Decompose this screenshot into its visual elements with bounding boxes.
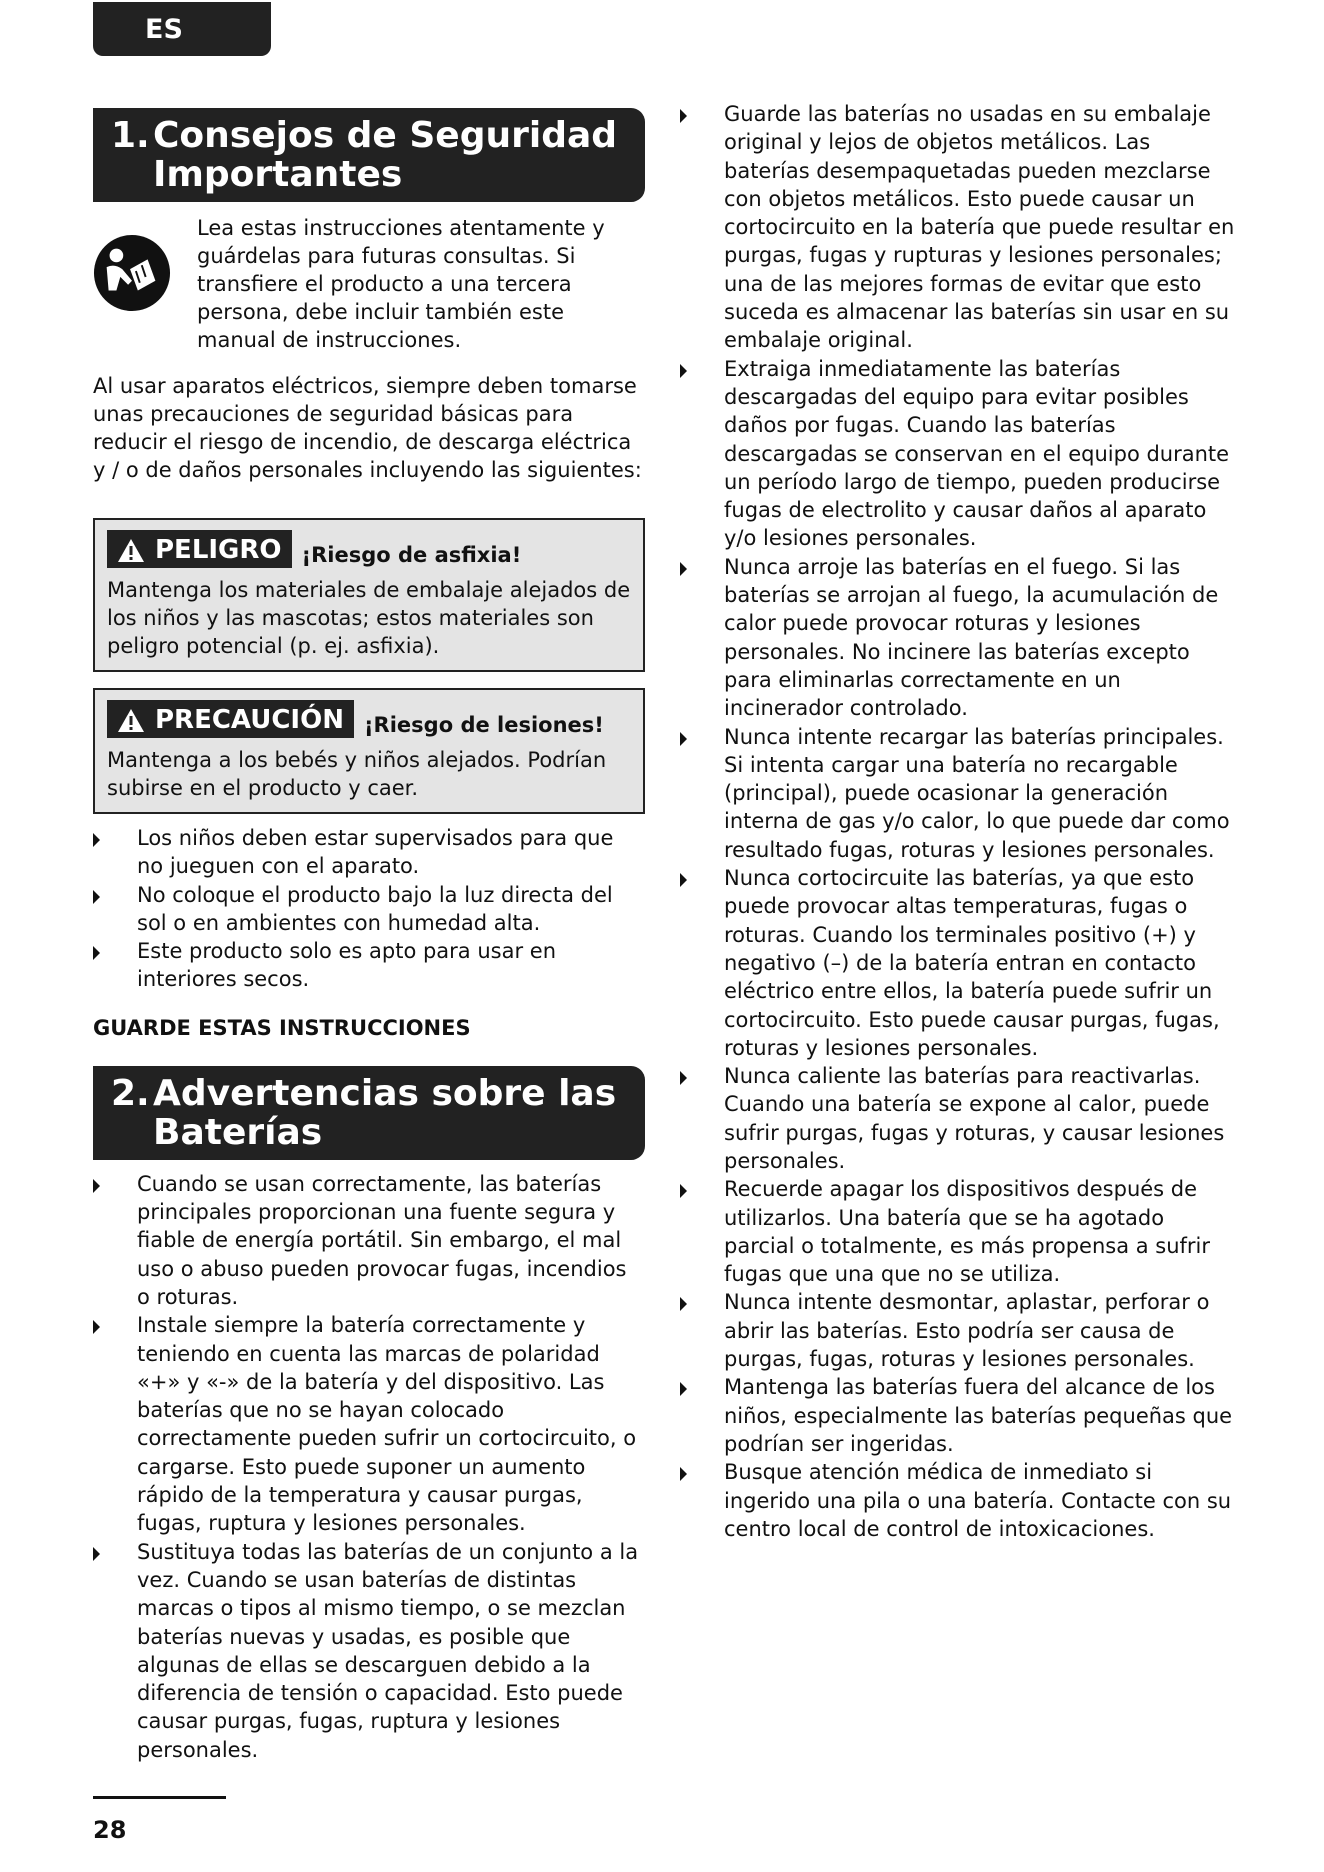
list-item: Nunca intente desmontar, aplastar, perforar o abrir las baterías. Esto podría ser causa de purgas, fugas, roturas y lesiones personales. [680,1288,1235,1373]
list-item: Instale siempre la batería correctamente y teniendo en cuenta las marcas de polaridad «+» y «-» de la batería y del dispositivo. Las baterías que no se hayan colocado correctamente pueden sufrir un cortocircuito, o cargarse. Esto puede suponer un aumento rápido de la temperatura y causar purgas, fugas, ruptura y lesiones personales. [93,1311,645,1537]
list-item: Extraiga inmediatamente las baterías descargadas del equipo para evitar posibles daños por fugas. Cuando las baterías descargadas se conservan en el equipo durante un período largo de tiempo, pueden producirse fugas de electrolito y causar daños al aparato y/o lesiones personales. [680,355,1235,553]
list-item: No coloque el producto bajo la luz directa del sol o en ambientes con humedad alta. [93,881,645,938]
left-column [93,108,645,1764]
save-instructions-note: GUARDE ESTAS INSTRUCCIONES [93,1015,471,1040]
warning-triangle-icon [117,708,145,733]
battery-bullet-list-left [93,1170,645,1764]
page-number: 28 [93,1816,127,1844]
danger-title: ¡Riesgo de asfixia! [301,543,522,567]
list-item: Nunca arroje las baterías en el fuego. Si las baterías se arrojan al fuego, la acumulación de calor puede provocar roturas y lesiones personales. No incinere las baterías excepto para eliminarlas correctamente en un incinerador controlado. [680,553,1235,723]
list-item: Sustituya todas las baterías de un conjunto a la vez. Cuando se usan baterías de distintas marcas o tipos al mismo tiempo, o se mezclan baterías nuevas y usadas, es posible que algunas de ellas se descarguen debido a la diferencia de tensión o capacidad. Esto puede causar purgas, fugas, ruptura y lesiones personales. [93,1538,645,1764]
section-1-title: Consejos de Seguridad Importantes [153,115,618,195]
danger-label [107,530,292,568]
footer-divider [93,1796,226,1799]
section-1-header [93,108,645,202]
warning-triangle-icon [117,538,145,563]
read-manual-notice [93,214,645,354]
list-item: Mantenga las baterías fuera del alcance de los niños, especialmente las baterías pequeñas que podrían ser ingeridas. [680,1373,1235,1458]
list-item: Recuerde apagar los dispositivos después de utilizarlos. Una batería que se ha agotado parcial o totalmente, es más propensa a sufrir fugas que una que no se utiliza. [680,1175,1235,1288]
intro-text: Lea estas instrucciones atentamente y guárdelas para futuras consultas. Si transfiere el producto a una tercera persona, debe incluir también este manual de instrucciones. [197,216,605,352]
caution-label-text: PRECAUCIÓN [155,705,344,735]
battery-bullet-list-right [680,100,1235,1543]
section-2-number: 2. [111,1072,150,1114]
list-item: Nunca intente recargar las baterías principales. Si intenta cargar una batería no recargable (principal), puede ocasionar la generación interna de gas y/o calor, lo que puede dar como resultado fugas, roturas y lesiones personales. [680,723,1235,864]
caution-title: ¡Riesgo de lesiones! [363,713,604,737]
safety-bullet-list [93,824,645,994]
danger-box [93,518,645,672]
general-safety-text: Al usar aparatos eléctricos, siempre deben tomarse unas precauciones de seguridad básicas para reducir el riesgo de incendio, de descarga eléctrica y / o de daños personales incluyendo las siguientes: [93,374,642,482]
list-item: Este producto solo es apto para usar en interiores secos. [93,937,645,994]
list-item: Los niños deben estar supervisados para que no jueguen con el aparato. [93,824,645,881]
caution-text: Mantenga a los bebés y niños alejados. Podrían subirse en el producto y caer. [107,748,607,800]
list-item: Nunca cortocircuite las baterías, ya que esto puede provocar altas temperaturas, fugas o roturas. Cuando los terminales positivo (+) y negativo (–) de la batería entran en contacto eléctrico entre ellos, la batería puede sufrir un cortocircuito. Esto puede causar purgas, fugas, roturas y lesiones personales. [680,864,1235,1062]
section-2-title: Advertencias sobre las Baterías [153,1072,617,1153]
danger-label-text: PELIGRO [155,535,282,565]
danger-text: Mantenga los materiales de embalaje alejados de los niños y las mascotas; estos materiales son peligro potencial (p. ej. asfixia). [107,578,631,658]
read-manual-icon [93,234,171,312]
language-tab [93,2,271,56]
list-item: Nunca caliente las baterías para reactivarlas. Cuando una batería se expone al calor, puede sufrir purgas, fugas y roturas, y causar lesiones personales. [680,1062,1235,1175]
section-2-header [93,1066,645,1160]
section-1-number: 1. [111,115,150,156]
list-item: Cuando se usan correctamente, las baterías principales proporcionan una fuente segura y fiable de energía portátil. Sin embargo, el mal uso o abuso pueden provocar fugas, incendios o roturas. [93,1170,645,1311]
right-column [680,100,1235,1543]
language-label: ES [145,13,183,45]
list-item: Busque atención médica de inmediato si ingerido una pila o una batería. Contacte con su centro local de control de intoxicaciones. [680,1458,1235,1543]
caution-box [93,688,645,814]
caution-label [107,700,354,738]
list-item: Guarde las baterías no usadas en su embalaje original y lejos de objetos metálicos. Las baterías desempaquetadas pueden mezclarse con objetos metálicos. Esto puede causar un cortocircuito en la batería que puede resultar en purgas, fugas y rupturas y lesiones personales; una de las mejores formas de evitar que esto suceda es almacenar las baterías sin usar en su embalaje original. [680,100,1235,355]
